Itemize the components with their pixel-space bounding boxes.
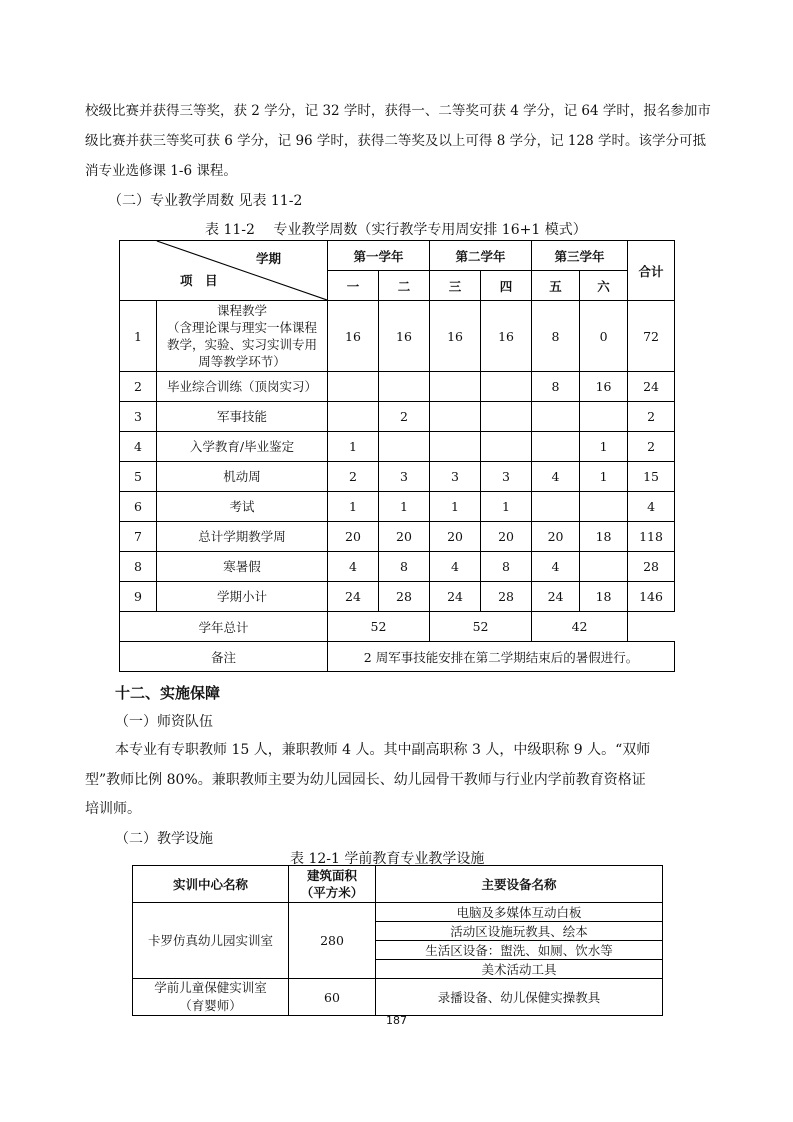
row-week-value bbox=[532, 432, 580, 462]
row-number: 3 bbox=[120, 402, 157, 432]
year-header: 第二学年 bbox=[430, 241, 532, 271]
row-week-value bbox=[328, 372, 379, 402]
corner-diagonal-line bbox=[120, 241, 327, 300]
row-week-value: 16 bbox=[580, 372, 628, 402]
teaching-weeks-body bbox=[120, 301, 675, 612]
year-total-value: 52 bbox=[430, 612, 532, 642]
year-total-label: 学年总计 bbox=[120, 612, 328, 642]
year-header: 第一学年 bbox=[328, 241, 430, 271]
row-week-value: 0 bbox=[580, 301, 628, 372]
semester-header: 三 bbox=[430, 271, 481, 301]
table-row bbox=[120, 301, 675, 372]
row-week-value: 18 bbox=[580, 582, 628, 612]
table-row bbox=[120, 432, 675, 462]
note-label: 备注 bbox=[120, 642, 328, 672]
facility-equipment-header: 主要设备名称 bbox=[376, 866, 663, 903]
year-total-value: 42 bbox=[532, 612, 628, 642]
grand-total: 146 bbox=[628, 582, 675, 612]
row-week-value: 16 bbox=[328, 301, 379, 372]
teaching-facilities-body bbox=[133, 903, 663, 1016]
area-header-text: 建筑面积 （平方米） bbox=[300, 868, 364, 900]
facility-equipment: 电脑及多媒体互动白板 bbox=[376, 903, 663, 922]
row-week-value: 28 bbox=[379, 582, 430, 612]
row-week-value bbox=[379, 372, 430, 402]
row-week-value: 20 bbox=[430, 522, 481, 552]
row-week-value: 20 bbox=[481, 522, 532, 552]
row-item: 总计学期教学周 bbox=[157, 522, 328, 552]
row-item: 学期小计 bbox=[157, 582, 328, 612]
facility-area: 60 bbox=[289, 979, 376, 1016]
row-number: 7 bbox=[120, 522, 157, 552]
row-week-value: 1 bbox=[379, 492, 430, 522]
table-11-2-caption: 表 11-2 专业教学周数（实行教学专用周安排 16+1 模式） bbox=[205, 222, 587, 238]
row-week-value: 3 bbox=[379, 462, 430, 492]
row-week-value: 18 bbox=[580, 522, 628, 552]
row-total: 28 bbox=[628, 552, 675, 582]
row-total: 4 bbox=[628, 492, 675, 522]
row-week-value: 28 bbox=[481, 582, 532, 612]
row-item: 毕业综合训练（顶岗实习） bbox=[157, 372, 328, 402]
row-week-value: 3 bbox=[430, 462, 481, 492]
row-week-value: 4 bbox=[430, 552, 481, 582]
row-week-value: 20 bbox=[379, 522, 430, 552]
row-week-value: 4 bbox=[532, 462, 580, 492]
facility-area-header bbox=[289, 866, 376, 903]
row-item: 机动周 bbox=[157, 462, 328, 492]
row-week-value: 8 bbox=[532, 372, 580, 402]
intro-line-3: 消专业选修课 1-6 课程。 bbox=[85, 163, 237, 179]
row-week-value: 8 bbox=[532, 301, 580, 372]
facility-equipment: 美术活动工具 bbox=[376, 960, 663, 979]
faculty-heading: （一）师资队伍 bbox=[115, 714, 213, 730]
table-row bbox=[120, 582, 675, 612]
facility-equipment: 录播设备、幼儿保健实操教具 bbox=[376, 979, 663, 1016]
intro-line-1: 校级比赛并获得三等奖，获 2 学分，记 32 学时，获得一、二等奖可获 4 学分，记 64 学时，报名参加市 bbox=[85, 103, 711, 119]
row-week-value bbox=[481, 402, 532, 432]
row-week-value bbox=[430, 402, 481, 432]
row-week-value bbox=[580, 552, 628, 582]
corner-header-cell bbox=[120, 241, 328, 301]
row-total: 2 bbox=[628, 432, 675, 462]
table-row bbox=[120, 462, 675, 492]
table-row bbox=[133, 979, 663, 1016]
row-item: 寒暑假 bbox=[157, 552, 328, 582]
row-number: 5 bbox=[120, 462, 157, 492]
row-total: 2 bbox=[628, 402, 675, 432]
row-week-value: 16 bbox=[379, 301, 430, 372]
row-number: 8 bbox=[120, 552, 157, 582]
chapter-heading: 十二、实施保障 bbox=[115, 684, 221, 702]
teaching-weeks-table bbox=[119, 240, 675, 672]
row-week-value bbox=[481, 372, 532, 402]
semester-header: 一 bbox=[328, 271, 379, 301]
row-week-value: 8 bbox=[379, 552, 430, 582]
row-week-value: 1 bbox=[430, 492, 481, 522]
table-row bbox=[120, 522, 675, 552]
row-total: 24 bbox=[628, 372, 675, 402]
total-header: 合计 bbox=[628, 241, 675, 301]
row-week-value: 1 bbox=[481, 492, 532, 522]
faculty-line-3: 培训师。 bbox=[85, 801, 141, 817]
table-row bbox=[120, 552, 675, 582]
row-week-value: 8 bbox=[481, 552, 532, 582]
facility-name: 学前儿童保健实训室 （育婴师） bbox=[133, 979, 289, 1016]
corner-item-label: 项 目 bbox=[180, 273, 218, 288]
row-week-value bbox=[580, 492, 628, 522]
year-header: 第三学年 bbox=[532, 241, 628, 271]
page-number: 187 bbox=[386, 1014, 407, 1027]
row-week-value: 24 bbox=[532, 582, 580, 612]
row-week-value: 3 bbox=[481, 462, 532, 492]
row-number: 2 bbox=[120, 372, 157, 402]
row-total: 118 bbox=[628, 522, 675, 552]
table-row bbox=[120, 372, 675, 402]
row-week-value: 1 bbox=[580, 462, 628, 492]
row-week-value: 1 bbox=[580, 432, 628, 462]
row-week-value: 20 bbox=[532, 522, 580, 552]
row-week-value bbox=[430, 372, 481, 402]
row-week-value bbox=[379, 432, 430, 462]
year-total-value: 52 bbox=[328, 612, 430, 642]
semester-header: 四 bbox=[481, 271, 532, 301]
row-week-value: 24 bbox=[328, 582, 379, 612]
row-number: 1 bbox=[120, 301, 157, 372]
row-week-value: 20 bbox=[328, 522, 379, 552]
table-row bbox=[120, 492, 675, 522]
semester-header: 二 bbox=[379, 271, 430, 301]
teaching-facilities-table bbox=[132, 865, 663, 1016]
row-item: 入学教育/毕业鉴定 bbox=[157, 432, 328, 462]
row-week-value: 1 bbox=[328, 492, 379, 522]
row-item: 课程教学 （含理论课与理实一体课程教学，实验、实习实训专用周等教学环节） bbox=[157, 301, 328, 372]
row-week-value bbox=[532, 402, 580, 432]
row-week-value: 2 bbox=[328, 462, 379, 492]
row-week-value: 16 bbox=[481, 301, 532, 372]
row-week-value bbox=[481, 432, 532, 462]
facility-name-header: 实训中心名称 bbox=[133, 866, 289, 903]
row-week-value bbox=[328, 402, 379, 432]
row-week-value: 4 bbox=[532, 552, 580, 582]
semester-header: 六 bbox=[580, 271, 628, 301]
row-week-value bbox=[430, 432, 481, 462]
facility-name: 卡罗仿真幼儿园实训室 bbox=[133, 903, 289, 979]
note-text: 2 周军事技能安排在第二学期结束后的暑假进行。 bbox=[328, 642, 675, 672]
table-row bbox=[133, 903, 663, 922]
row-week-value: 2 bbox=[379, 402, 430, 432]
facilities-heading: （二）教学设施 bbox=[115, 831, 213, 847]
row-total: 15 bbox=[628, 462, 675, 492]
row-week-value: 4 bbox=[328, 552, 379, 582]
intro-line-2: 级比赛并获三等奖可获 6 学分，记 96 学时，获得二等奖及以上可得 8 学分，记 128 学时。该学分可抵 bbox=[85, 133, 706, 149]
table-12-1-caption: 表 12-1 学前教育专业教学设施 bbox=[290, 851, 485, 867]
row-week-value bbox=[580, 402, 628, 432]
table-row bbox=[120, 402, 675, 432]
corner-semester-label: 学期 bbox=[255, 251, 281, 266]
facility-equipment: 活动区设施玩教具、绘本 bbox=[376, 922, 663, 941]
semester-header: 五 bbox=[532, 271, 580, 301]
row-week-value: 1 bbox=[328, 432, 379, 462]
row-number: 4 bbox=[120, 432, 157, 462]
row-week-value: 16 bbox=[430, 301, 481, 372]
facility-equipment: 生活区设备：盥洗、如厕、饮水等 bbox=[376, 941, 663, 960]
row-item: 考试 bbox=[157, 492, 328, 522]
row-total: 72 bbox=[628, 301, 675, 372]
row-number: 9 bbox=[120, 582, 157, 612]
row-number: 6 bbox=[120, 492, 157, 522]
row-week-value: 24 bbox=[430, 582, 481, 612]
faculty-line-1: 本专业有专职教师 15 人，兼职教师 4 人。其中副高职称 3 人，中级职称 9 人。“双师 bbox=[115, 742, 651, 758]
row-item: 军事技能 bbox=[157, 402, 328, 432]
faculty-line-2: 型”教师比例 80%。兼职教师主要为幼儿园园长、幼儿园骨干教师与行业内学前教育资格证 bbox=[85, 772, 646, 788]
section-heading-teaching-weeks: （二）专业教学周数 见表 11-2 bbox=[108, 193, 303, 209]
row-week-value bbox=[532, 492, 580, 522]
facility-area: 280 bbox=[289, 903, 376, 979]
